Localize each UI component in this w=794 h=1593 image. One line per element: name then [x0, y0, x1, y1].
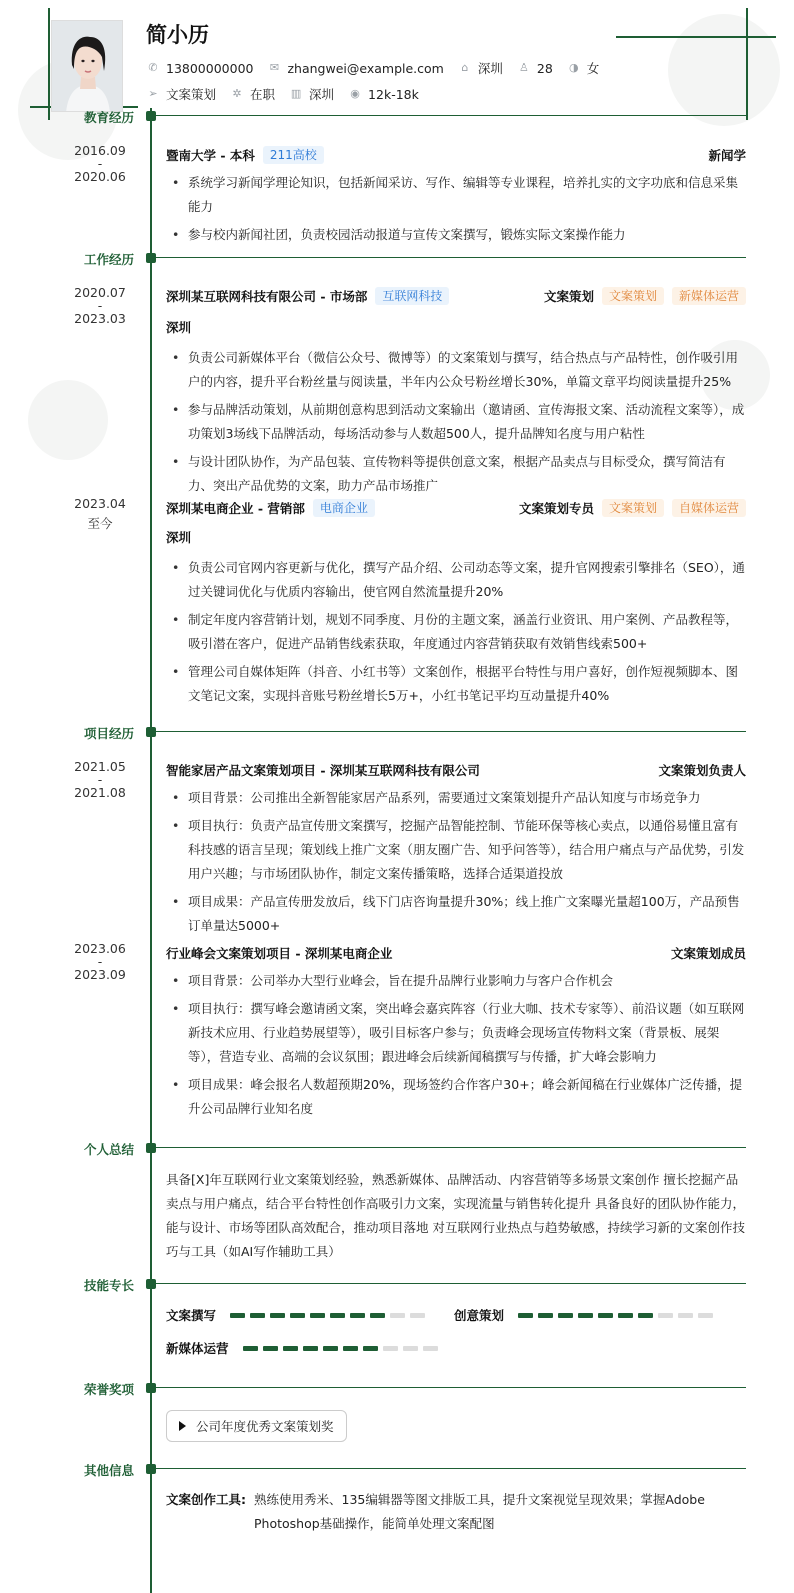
decor-line: [616, 36, 776, 38]
skill-level-segment: [698, 1313, 713, 1318]
gender: ◑ 女: [567, 59, 600, 77]
section-marker: [146, 1464, 156, 1474]
role-tag: 自媒体运营: [672, 499, 746, 517]
section-divider: [156, 731, 746, 732]
skill-name: 文案撰写: [166, 1308, 217, 1323]
work-city: 深圳: [166, 320, 192, 335]
list-item: • 参与校内新闻社团，负责校园活动报道与宣传文案撰写，锻炼实际文案操作能力: [166, 223, 746, 247]
industry-tag: 互联网科技: [375, 287, 449, 305]
list-item: • 项目成果：峰会报名人数超预期20%，现场签约合作客户30+；峰会新闻稿在行业媒体广泛传播，提升公司品牌行业知名度: [166, 1073, 746, 1121]
other-label: 文案创作工具:: [166, 1492, 246, 1507]
decor-line: [746, 8, 748, 120]
section-divider: [156, 115, 746, 116]
skill-level-segment: [383, 1346, 398, 1351]
list-item: • 负责公司新媒体平台（微信公众号、微博等）的文案策划与撰写，结合热点与产品特性，创作吸引用户的内容，提升平台粉丝量与阅读量，半年内公众号粉丝增长30%，单篇文章平均阅读量提升25%: [166, 346, 746, 394]
section-title-summary: 个人总结: [83, 1142, 134, 1157]
skill-name: 新媒体运营: [166, 1341, 229, 1356]
section-title-projects: 项目经历: [83, 726, 134, 741]
work-city: 深圳: [166, 530, 192, 545]
age-icon: ♙: [518, 61, 529, 74]
phone: ✆ 13800000000: [146, 61, 253, 76]
phone-icon: ✆: [148, 61, 158, 74]
skill-level-segment: [618, 1313, 633, 1318]
skill-level-segment: [283, 1346, 298, 1351]
skill-level-segment: [303, 1346, 318, 1351]
role-tag: 文案策划: [602, 287, 664, 305]
skill-level-segment: [410, 1313, 425, 1318]
list-item: • 项目成果：产品宣传册发放后，线下门店咨询量提升30%；线上推广文案曝光量超100万，产品预售订单量达5000+: [166, 890, 746, 938]
list-item: • 与设计团队协作，为产品包装、宣传物料等提供创意文案，根据产品卖点与目标受众，撰写简洁有力、突出产品优势的文案，助力产品市场推广: [166, 450, 746, 498]
skill-level-segment: [658, 1313, 673, 1318]
other-info: [166, 1488, 746, 1536]
section-marker: [146, 727, 156, 737]
section-title-education: 教育经历: [83, 110, 134, 125]
company-name: 深圳某互联网科技有限公司 - 市场部: [166, 289, 368, 304]
project-dates: 2021.05 - 2021.08: [74, 759, 126, 800]
skill-level-bar: [243, 1346, 443, 1351]
list-item: • 项目执行：撰写峰会邀请函文案，突出峰会嘉宾阵容（行业大咖、技术专家等）、前沿议题（如互联网新技术应用、行业趋势展望等），吸引目标客户参与；负责峰会现场宣传物料文案（背景板、展架等），营造专业、高端的会议氛围；跟进峰会后续新闻稿撰写与传播，扩大峰会影响力: [166, 997, 746, 1069]
skill-level-segment: [230, 1313, 245, 1318]
list-item: • 系统学习新闻学理论知识，包括新闻采访、写作、编辑等专业课程，培养扎实的文字功底和信息采集能力: [166, 171, 746, 219]
award-item: [166, 1410, 347, 1442]
award-name: 公司年度优秀文案策划奖: [196, 1419, 334, 1434]
status-icon: ✲: [232, 87, 242, 100]
skill-item: [454, 1306, 718, 1324]
section-divider: [156, 1468, 746, 1469]
skill-level-segment: [638, 1313, 653, 1318]
skill-level-segment: [323, 1346, 338, 1351]
skill-level-bar: [230, 1313, 430, 1318]
role-tag: 文案策划: [602, 499, 664, 517]
decor-line: [48, 8, 50, 120]
section-marker: [146, 1383, 156, 1393]
section-divider: [156, 257, 746, 258]
skill-level-segment: [370, 1313, 385, 1318]
skill-level-segment: [270, 1313, 285, 1318]
section-divider: [156, 1387, 746, 1388]
skill-level-segment: [343, 1346, 358, 1351]
home-icon: ⌂: [461, 61, 469, 74]
project-entry: [166, 760, 746, 938]
skill-level-segment: [243, 1346, 258, 1351]
list-item: • 参与品牌活动策划，从前期创意构思到活动文案输出（邀请函、宣传海报文案、活动流程文案等），成功策划3场线下品牌活动，每场活动参与人数超500人，提升品牌知名度与用户粘性: [166, 398, 746, 446]
email: ✉ zhangwei@example.com: [267, 61, 443, 76]
skill-level-segment: [518, 1313, 533, 1318]
skill-level-segment: [678, 1313, 693, 1318]
decor-circle: [28, 380, 108, 460]
contact-row: [146, 59, 613, 77]
list-item: • 项目执行：负责产品宣传册文案撰写，挖掘产品智能控制、节能环保等核心卖点，以通俗易懂且富有科技感的语言呈现；策划线上推广文案（朋友圈广告、知乎问答等），结合用户痛点与产品优势，引发用户兴趣；与市场团队协作，制定文案传播策略，选择合适渠道投放: [166, 814, 746, 886]
section-title-other: 其他信息: [83, 1463, 134, 1478]
work-entry: [166, 498, 746, 708]
job-role: 文案策划专员: [518, 501, 594, 516]
gender-icon: ◑: [568, 61, 579, 74]
work-city: ▥ 深圳: [290, 87, 335, 102]
salary: ◉ 12k-18k: [348, 87, 419, 102]
skill-level-segment: [263, 1346, 278, 1351]
section-marker: [146, 253, 156, 263]
industry-tag: 电商企业: [313, 499, 375, 517]
role-tag: 新媒体运营: [672, 287, 746, 305]
skill-level-segment: [330, 1313, 345, 1318]
section-title-awards: 荣誉奖项: [83, 1382, 134, 1397]
skill-level-segment: [578, 1313, 593, 1318]
skill-level-segment: [558, 1313, 573, 1318]
section-marker: [146, 111, 156, 121]
project-role: 文案策划成员: [670, 946, 746, 961]
section-divider: [156, 1147, 746, 1148]
skill-level-segment: [423, 1346, 438, 1351]
project-name: 智能家居产品文案策划项目 - 深圳某互联网科技有限公司: [166, 763, 480, 778]
skill-level-segment: [538, 1313, 553, 1318]
company-name: 深圳某电商企业 - 营销部: [166, 501, 305, 516]
location: ⌂ 深圳: [458, 59, 503, 77]
city-icon: ▥: [290, 87, 302, 100]
section-marker: [146, 1143, 156, 1153]
work-entry: [166, 286, 746, 498]
section-title-work: 工作经历: [83, 252, 134, 267]
list-item: • 制定年度内容营销计划，规划不同季度、月份的主题文案，涵盖行业资讯、用户案例、产品教程等，吸引潜在客户，促进产品销售线索获取，年度通过内容营销获取有效销售线索500+: [166, 608, 746, 656]
skill-item: [166, 1306, 430, 1324]
school-name: 暨南大学 - 本科: [166, 148, 255, 163]
section-marker: [146, 1279, 156, 1289]
skill-level-segment: [350, 1313, 365, 1318]
work-dates: 2023.04 至今: [74, 496, 126, 531]
section-title-skills: 技能专长: [83, 1278, 134, 1293]
skill-level-segment: [250, 1313, 265, 1318]
job-row: [146, 85, 433, 103]
major: 新闻学: [708, 148, 746, 163]
skill-level-segment: [310, 1313, 325, 1318]
skill-item: [166, 1339, 443, 1357]
project-name: 行业峰会文案策划项目 - 深圳某电商企业: [166, 946, 393, 961]
skill-level-segment: [390, 1313, 405, 1318]
section-divider: [156, 1283, 746, 1284]
timeline-line: [150, 108, 152, 1593]
salary-icon: ◉: [350, 87, 360, 100]
other-text: 熟练使用秀米、135编辑器等图文排版工具，提升文案视觉呈现效果；掌握Adobe Photoshop基础操作，能简单处理文案配图: [254, 1492, 705, 1531]
list-item: • 负责公司官网内容更新与优化，撰写产品介绍、公司动态等文案，提升官网搜索引擎排名（SEO），通过关键词优化与优质内容输出，使官网自然流量提升20%: [166, 556, 746, 604]
work-dates: 2020.07 - 2023.03: [74, 285, 126, 326]
age: ♙ 28: [517, 61, 553, 76]
project-dates: 2023.06 - 2023.09: [74, 941, 126, 982]
skill-level-bar: [518, 1313, 718, 1318]
play-icon: [179, 1421, 186, 1431]
list-item: • 项目背景：公司推出全新智能家居产品系列，需要通过文案策划提升产品认知度与市场竞争力: [166, 786, 746, 810]
job-icon: ➢: [148, 87, 158, 100]
skill-name: 创意策划: [454, 1308, 505, 1323]
project-role: 文案策划负责人: [658, 763, 746, 778]
email-icon: ✉: [269, 61, 280, 74]
project-entry: [166, 943, 746, 1121]
list-item: • 项目背景：公司举办大型行业峰会，旨在提升品牌行业影响力与客户合作机会: [166, 969, 746, 993]
job-role: 文案策划: [543, 289, 594, 304]
skill-level-segment: [363, 1346, 378, 1351]
skill-level-segment: [403, 1346, 418, 1351]
skill-level-segment: [290, 1313, 305, 1318]
decor-circle: [668, 14, 780, 126]
education-dates: 2016.09 - 2020.06: [74, 143, 126, 184]
school-tag: 211高校: [263, 146, 324, 164]
list-item: • 管理公司自媒体矩阵（抖音、小红书等）文案创作，根据平台特性与用户喜好，创作短视频脚本、图文笔记文案，实现抖音账号粉丝增长5万+，小红书笔记平均互动量提升40%: [166, 660, 746, 708]
job-target: ➢ 文案策划: [146, 85, 216, 103]
avatar: [51, 20, 123, 112]
education-entry: [166, 145, 746, 247]
candidate-name: 简小历: [146, 23, 209, 47]
job-status: ✲ 在职: [230, 85, 275, 103]
summary-text: 具备[X]年互联网行业文案策划经验，熟悉新媒体、品牌活动、内容营销等多场景文案创作 擅长挖掘产品卖点与用户痛点，结合平台特性创作高吸引力文案，实现流量与销售转化提升 具备良好的团队协作能力，能与设计、市场等团队高效配合，推动项目落地 对互联网行业热点与趋势敏感，持续学习新的文案创作技巧与工具（如AI写作辅助工具）: [166, 1172, 745, 1259]
skill-level-segment: [598, 1313, 613, 1318]
